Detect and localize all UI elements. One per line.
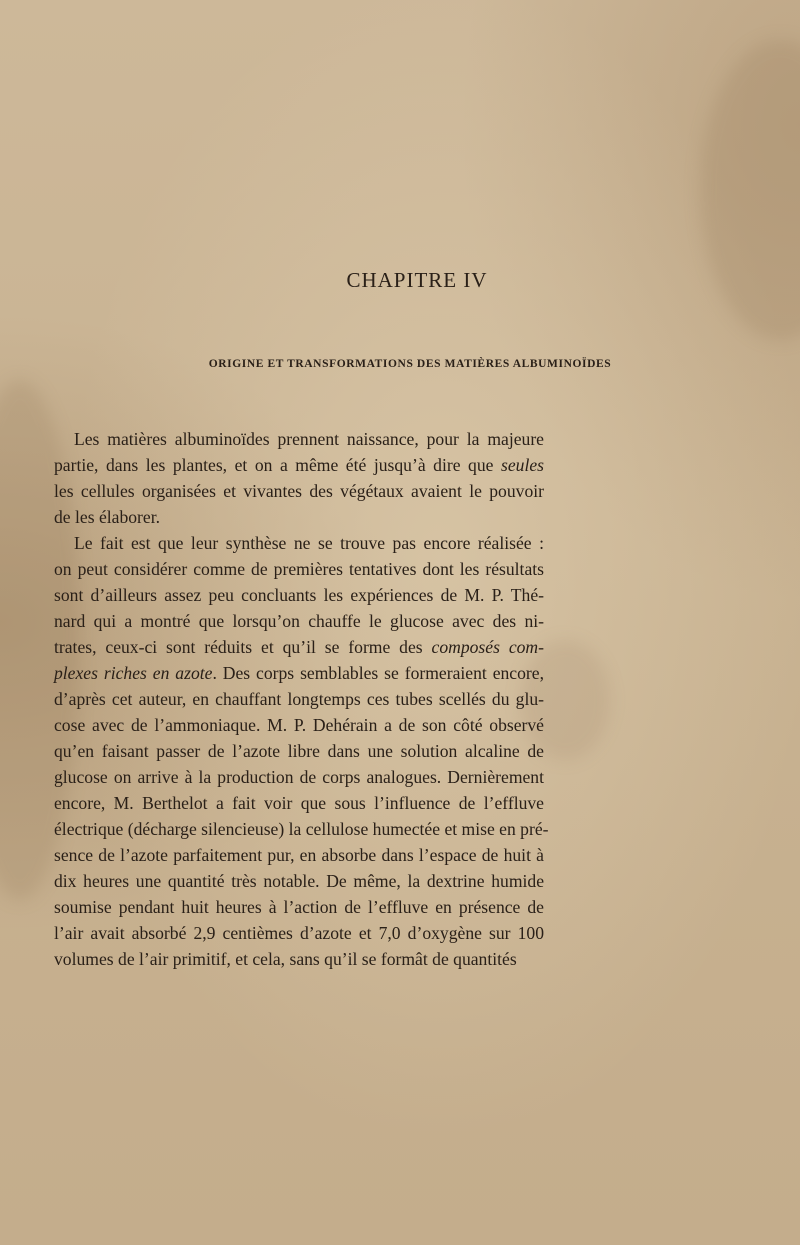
line-text: partie, dans les plantes, et on a même été jusqu’à dire que [54, 455, 501, 475]
line-text: glucose on arrive à la production de corps analogues. Dernièrement [54, 767, 544, 787]
text-line [54, 894, 544, 920]
text-line [54, 556, 544, 582]
text-line [54, 608, 544, 634]
text-line [54, 686, 544, 712]
line-text: de les élaborer. [54, 507, 161, 527]
line-text: d’après cet auteur, en chauffant longtemps ces tubes scellés du glu- [54, 689, 544, 709]
text-line [54, 738, 544, 764]
body-text [54, 426, 549, 972]
text-line [54, 452, 544, 478]
text-line [54, 712, 544, 738]
italic-text: plexes riches en azote [54, 663, 213, 683]
line-text: on peut considérer comme de premières tentatives dont les résultats [54, 559, 544, 579]
line-text: qu’en faisant passer de l’azote libre dans une solution alcaline de [54, 741, 544, 761]
text-line [54, 842, 544, 868]
text-line [54, 868, 544, 894]
italic-text: composés com- [431, 637, 544, 657]
text-line [54, 504, 544, 530]
text-line [54, 816, 549, 842]
text-line [54, 582, 544, 608]
line-text: sont d’ailleurs assez peu concluants les expériences de M. P. Thé- [54, 585, 544, 605]
italic-text: seules [501, 455, 544, 475]
line-text: trates, ceux-ci sont réduits et qu’il se forme des [54, 637, 432, 657]
line-text: l’air avait absorbé 2,9 centièmes d’azote et 7,0 d’oxygène sur 100 [54, 923, 544, 943]
text-line [54, 634, 544, 660]
line-text: les cellules organisées et vivantes des végétaux avaient le pouvoir [54, 481, 544, 501]
line-text: sence de l’azote parfaitement pur, en absorbe dans l’espace de huit à [54, 845, 544, 865]
chapter-title: CHAPITRE IV [346, 268, 488, 292]
line-text: nard qui a montré que lorsqu’on chauffe le glucose avec des ni- [54, 611, 544, 631]
text-line [54, 426, 544, 452]
line-text: volumes de l’air primitif, et cela, sans qu’il se formât de quantités [54, 949, 517, 969]
text-line [54, 530, 544, 556]
line-text: dix heures une quantité très notable. De même, la dextrine humide [54, 871, 544, 891]
text-line [54, 920, 544, 946]
line-text: . Des corps semblables se formeraient encore, [212, 663, 544, 683]
text-line [54, 790, 544, 816]
text-line [54, 478, 544, 504]
chapter-subtitle: ORIGINE ET TRANSFORMATIONS DES MATIÈRES ALBUMINOÏDES [208, 358, 612, 370]
paper-stain [700, 40, 800, 340]
text-line [54, 946, 544, 972]
text-line [54, 660, 544, 686]
line-text: Le fait est que leur synthèse ne se trouve pas encore réalisée : [74, 533, 544, 553]
line-text: électrique (décharge silencieuse) la cellulose humectée et mise en pré- [54, 819, 549, 839]
text-line [54, 764, 544, 790]
line-text: Les matières albuminoïdes prennent naissance, pour la majeure [74, 429, 544, 449]
line-text: cose avec de l’ammoniaque. M. P. Dehérain a de son côté observé [54, 715, 544, 735]
line-text: encore, M. Berthelot a fait voir que sous l’influence de l’effluve [54, 793, 544, 813]
line-text: soumise pendant huit heures à l’action de l’effluve en présence de [54, 897, 544, 917]
